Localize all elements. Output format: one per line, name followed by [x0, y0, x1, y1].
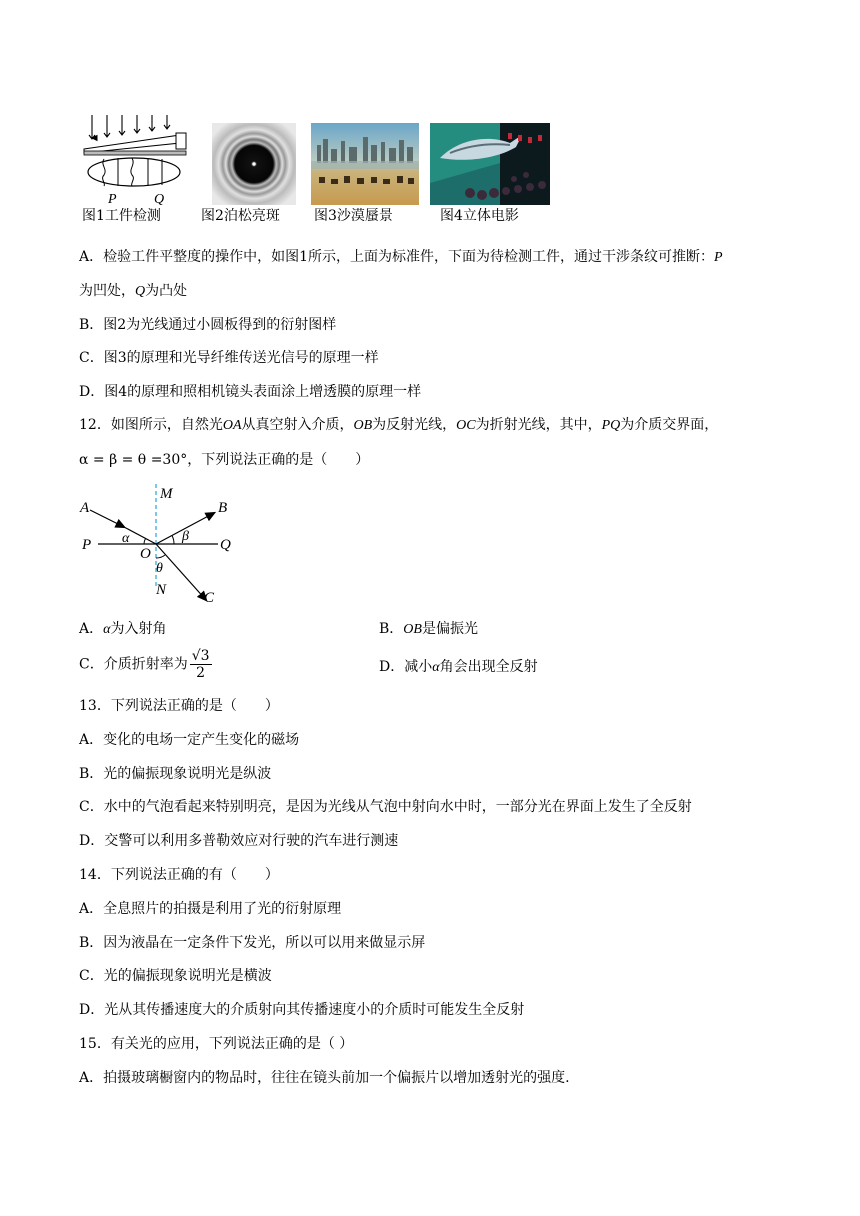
diagram-label-theta: θ [156, 561, 163, 576]
q14-option-d: D．光从其传播速度大的介质射向其传播速度小的介质时可能发生全反射 [79, 1002, 525, 1018]
q11-option-c: C．图3的原理和光导纤维传送光信号的原理一样 [79, 350, 379, 366]
q12-option-b: B．OB是偏振光 [379, 621, 478, 637]
fig1-label-p: P [108, 192, 117, 205]
q15-stem: 15．有关光的应用，下列说法正确的是（ ） [79, 1036, 354, 1052]
q12-option-d: D．减小α角会出现全反射 [379, 659, 538, 675]
diagram-label-q: Q [220, 537, 231, 553]
q14-option-b: B．因为液晶在一定条件下发光，所以可以用来做显示屏 [79, 935, 426, 951]
q14-stem: 14．下列说法正确的有（ ） [79, 867, 279, 883]
diagram-label-p: P [82, 537, 92, 553]
figure-1-workpiece [82, 113, 190, 205]
diagram-label-beta: β [182, 529, 189, 544]
diagram-label-c: C [204, 590, 215, 604]
fig3-caption: 图3沙漠蜃景 [314, 208, 393, 224]
q13-option-c: C．水中的气泡看起来特别明亮，是因为光线从气泡中射向水中时，一部分光在界面上发生了全反射 [79, 799, 692, 815]
q13-option-a: A．变化的电场一定产生变化的磁场 [79, 732, 300, 748]
q11-option-a-line2: 为凹处，Q为凸处 [79, 283, 188, 299]
q12-stem-line1: 12．如图所示，自然光OA从真空射入介质，OB为反射光线，OC为折射光线，其中，PQ为介质交界面， [79, 417, 719, 433]
fig2-caption: 图2泊松亮斑 [201, 208, 280, 224]
diagram-label-n: N [156, 582, 167, 598]
q13-option-b: B．光的偏振现象说明光是纵波 [79, 766, 272, 782]
q11-option-b: B．图2为光线通过小圆板得到的衍射图样 [79, 317, 337, 333]
figure-3-desert-mirage [311, 123, 419, 205]
q15-option-a: A．拍摄玻璃橱窗内的物品时，往往在镜头前加一个偏振片以增加透射光的强度. [79, 1070, 570, 1086]
q11-option-d: D．图4的原理和照相机镜头表面涂上增透膜的原理一样 [79, 384, 422, 400]
fig1-label-q: Q [154, 192, 165, 205]
diagram-label-b: B [218, 500, 228, 516]
q12-stem-line2: α = β = θ =30°，下列说法正确的是（ ） [79, 452, 370, 468]
fig1-caption: 图1工件检测 [82, 208, 161, 224]
q12-refraction-diagram [78, 482, 248, 604]
figure-4-3d-movie [430, 123, 550, 205]
q12-option-c: C．介质折射率为 $\frac{√3}{2}$ [79, 648, 210, 681]
q11-option-a-line1: A．检验工件平整度的操作中，如图1所示，上面为标准件，下面为待检测工件，通过干涉条纹可推断：P [79, 249, 723, 265]
fig4-caption: 图4立体电影 [440, 208, 519, 224]
diagram-label-o: O [140, 546, 151, 562]
diagram-label-a: A [80, 500, 90, 516]
q13-stem: 13．下列说法正确的是（ ） [79, 698, 279, 714]
q14-option-a: A．全息照片的拍摄是利用了光的衍射原理 [79, 901, 342, 917]
diagram-label-m: M [160, 486, 173, 502]
figure-2-poisson-spot [212, 123, 296, 205]
diagram-label-alpha: α [122, 531, 130, 546]
q13-option-d: D．交警可以利用多普勒效应对行驶的汽车进行测速 [79, 833, 399, 849]
q12-option-a: A．α为入射角 [79, 621, 167, 637]
q14-option-c: C．光的偏振现象说明光是横波 [79, 968, 272, 984]
fraction-sqrt3-over-2: $\frac{√3}{2}$ [191, 648, 210, 681]
